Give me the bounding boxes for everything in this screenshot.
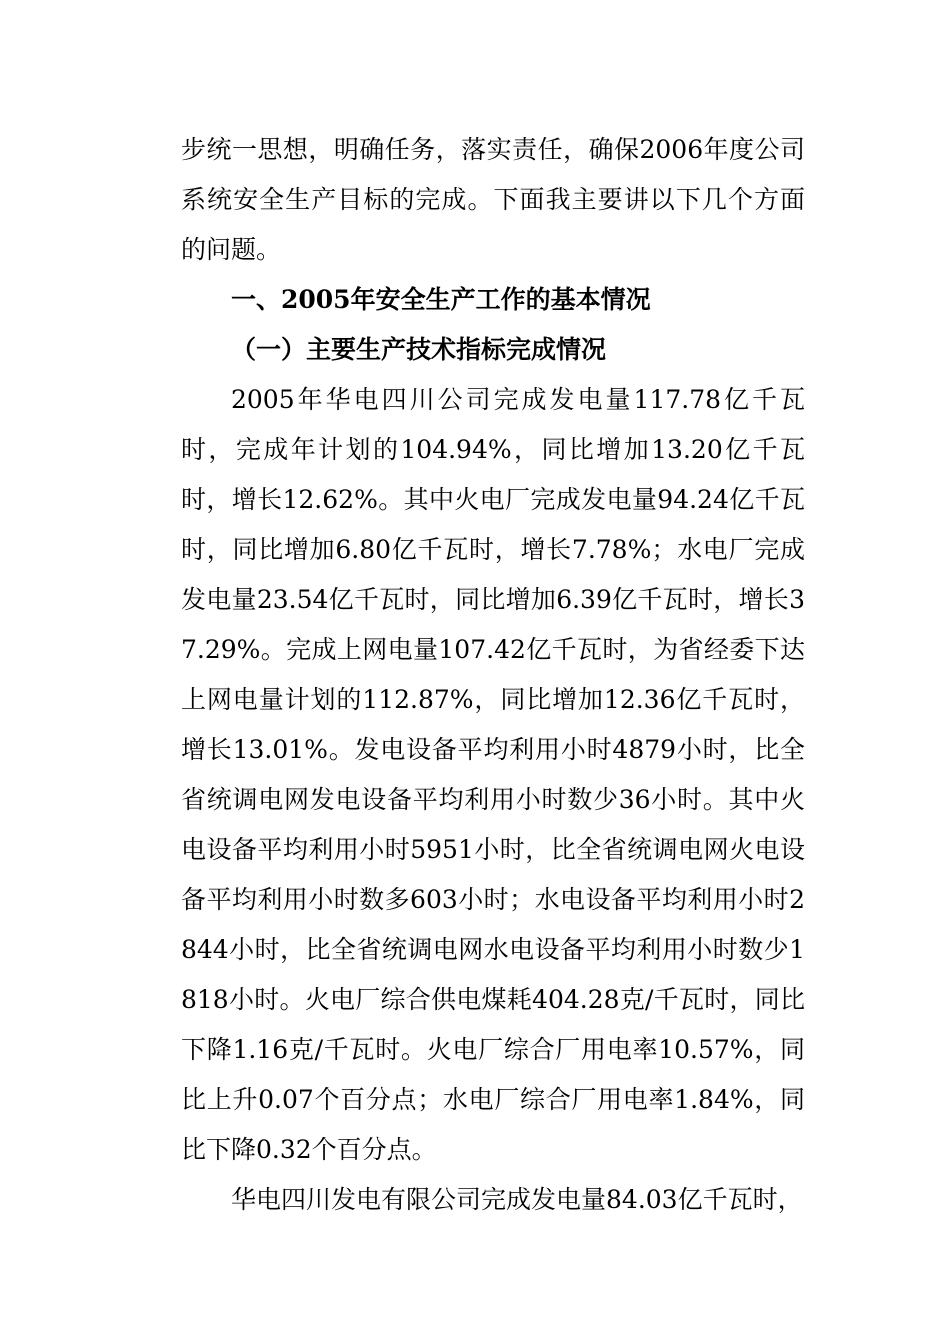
- subsection-heading: （一）主要生产技术指标完成情况: [231, 335, 607, 364]
- paragraph-company: 华电四川发电有限公司完成发电量84.03亿千瓦时，: [231, 1185, 803, 1214]
- document-page: [181, 125, 805, 1225]
- paragraph-continuation: 步统一思想，明确任务，落实责任，确保2006年度公司系统安全生产目标的完成。下面我主要讲以下几个方面的问题。: [181, 135, 805, 264]
- paragraph-indicators: 2005年华电四川公司完成发电量117.78亿千瓦时，完成年计划的104.94%，同比增加13.20亿千瓦时，增长12.62%。其中火电厂完成发电量94.24亿千瓦时，同比增加6.80亿千瓦时，增长7.78%；水电厂完成发电量23.54亿千瓦时，同比增加6.39亿千瓦时，增长37.29%。完成上网电量107.42亿千瓦时，为省经委下达上网电量计划的112.87%，同比增加12.36亿千瓦时，增长13.01%。发电设备平均利用小时4879小时，比全省统调电网发电设备平均利用小时数少36小时。其中火电设备平均利用小时5951小时，比全省统调电网火电设备平均利用小时数多603小时；水电设备平均利用小时2844小时，比全省统调电网水电设备平均利用小时数少1818小时。火电厂综合供电煤耗404.28克/千瓦时，同比下降1.16克/千瓦时。火电厂综合厂用电率10.57%，同比上升0.07个百分点；水电厂综合厂用电率1.84%，同比下降0.32个百分点。: [181, 385, 805, 1164]
- section-heading: 一、2005年安全生产工作的基本情况: [231, 285, 651, 314]
